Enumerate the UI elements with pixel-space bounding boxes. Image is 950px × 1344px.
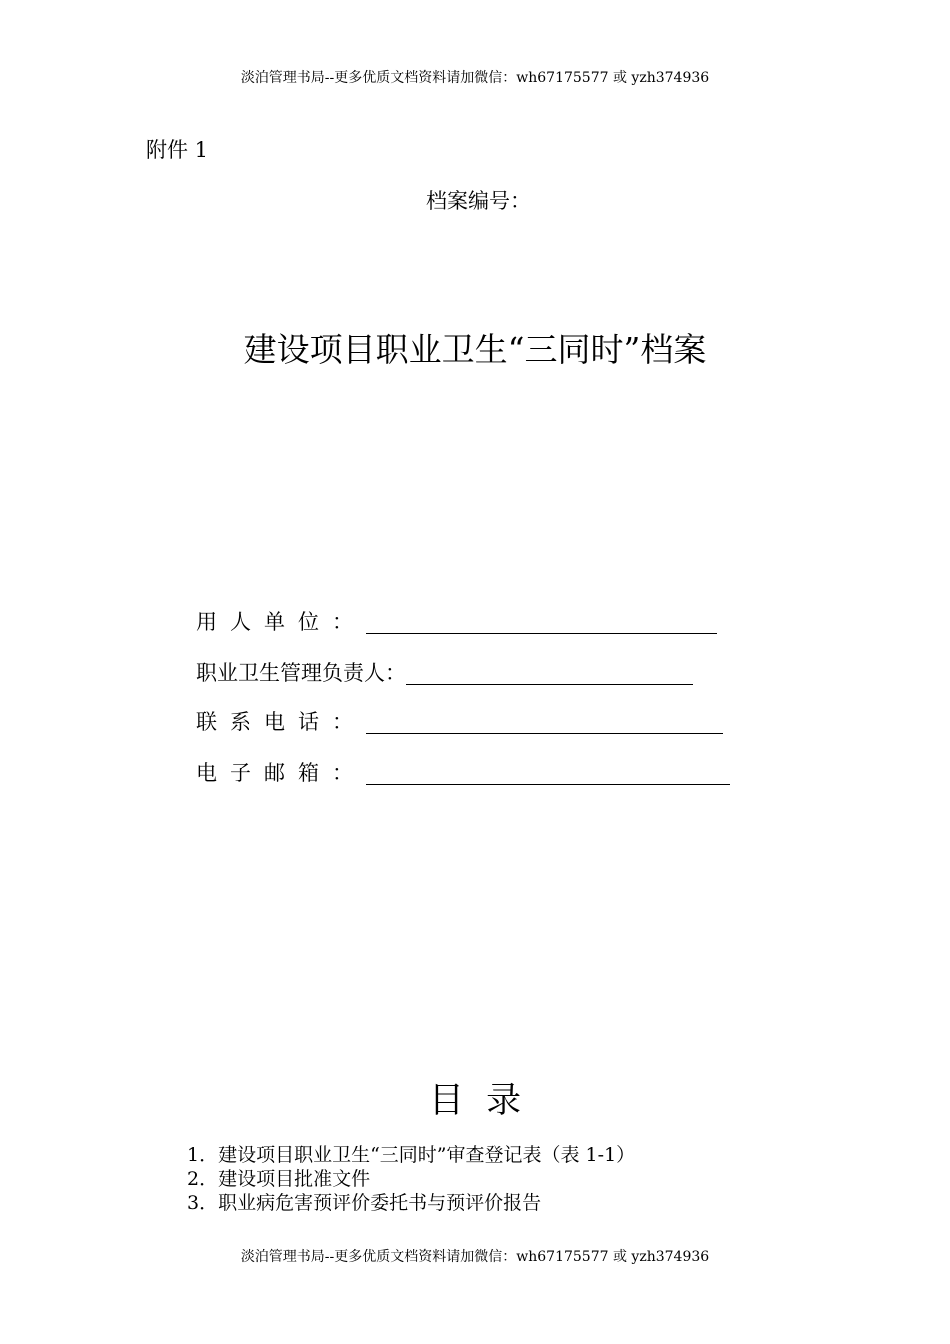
archive-number-label: 档案编号： — [426, 189, 531, 213]
phone-blank — [366, 732, 723, 734]
toc-title: 目 录 — [428, 1081, 522, 1121]
phone-label: 联系电话： — [196, 710, 366, 734]
toc-item: 3．职业病危害预评价委托书与预评价报告 — [187, 1192, 542, 1214]
attachment-label: 附件 1 — [146, 138, 209, 162]
toc-item: 1．建设项目职业卫生“三同时”审查登记表（表 1-1） — [187, 1144, 636, 1166]
manager-field — [196, 657, 693, 687]
email-field — [196, 757, 730, 787]
email-label: 电子邮箱： — [196, 761, 366, 785]
toc-list — [187, 1143, 635, 1215]
page-header: 淡泊管理书局--更多优质文档资料请加微信：wh67175577 或 yzh374936 — [240, 70, 710, 86]
employer-field — [196, 606, 717, 636]
toc-item: 2．建设项目批准文件 — [187, 1168, 371, 1190]
page-footer: 淡泊管理书局--更多优质文档资料请加微信：wh67175577 或 yzh374936 — [240, 1249, 710, 1265]
manager-blank — [406, 683, 693, 685]
document-title: 建设项目职业卫生“三同时”档案 — [243, 330, 707, 369]
employer-blank — [366, 632, 717, 634]
phone-field — [196, 706, 723, 736]
manager-label: 职业卫生管理负责人： — [196, 661, 406, 685]
email-blank — [366, 783, 730, 785]
employer-label: 用人单位： — [196, 610, 366, 634]
